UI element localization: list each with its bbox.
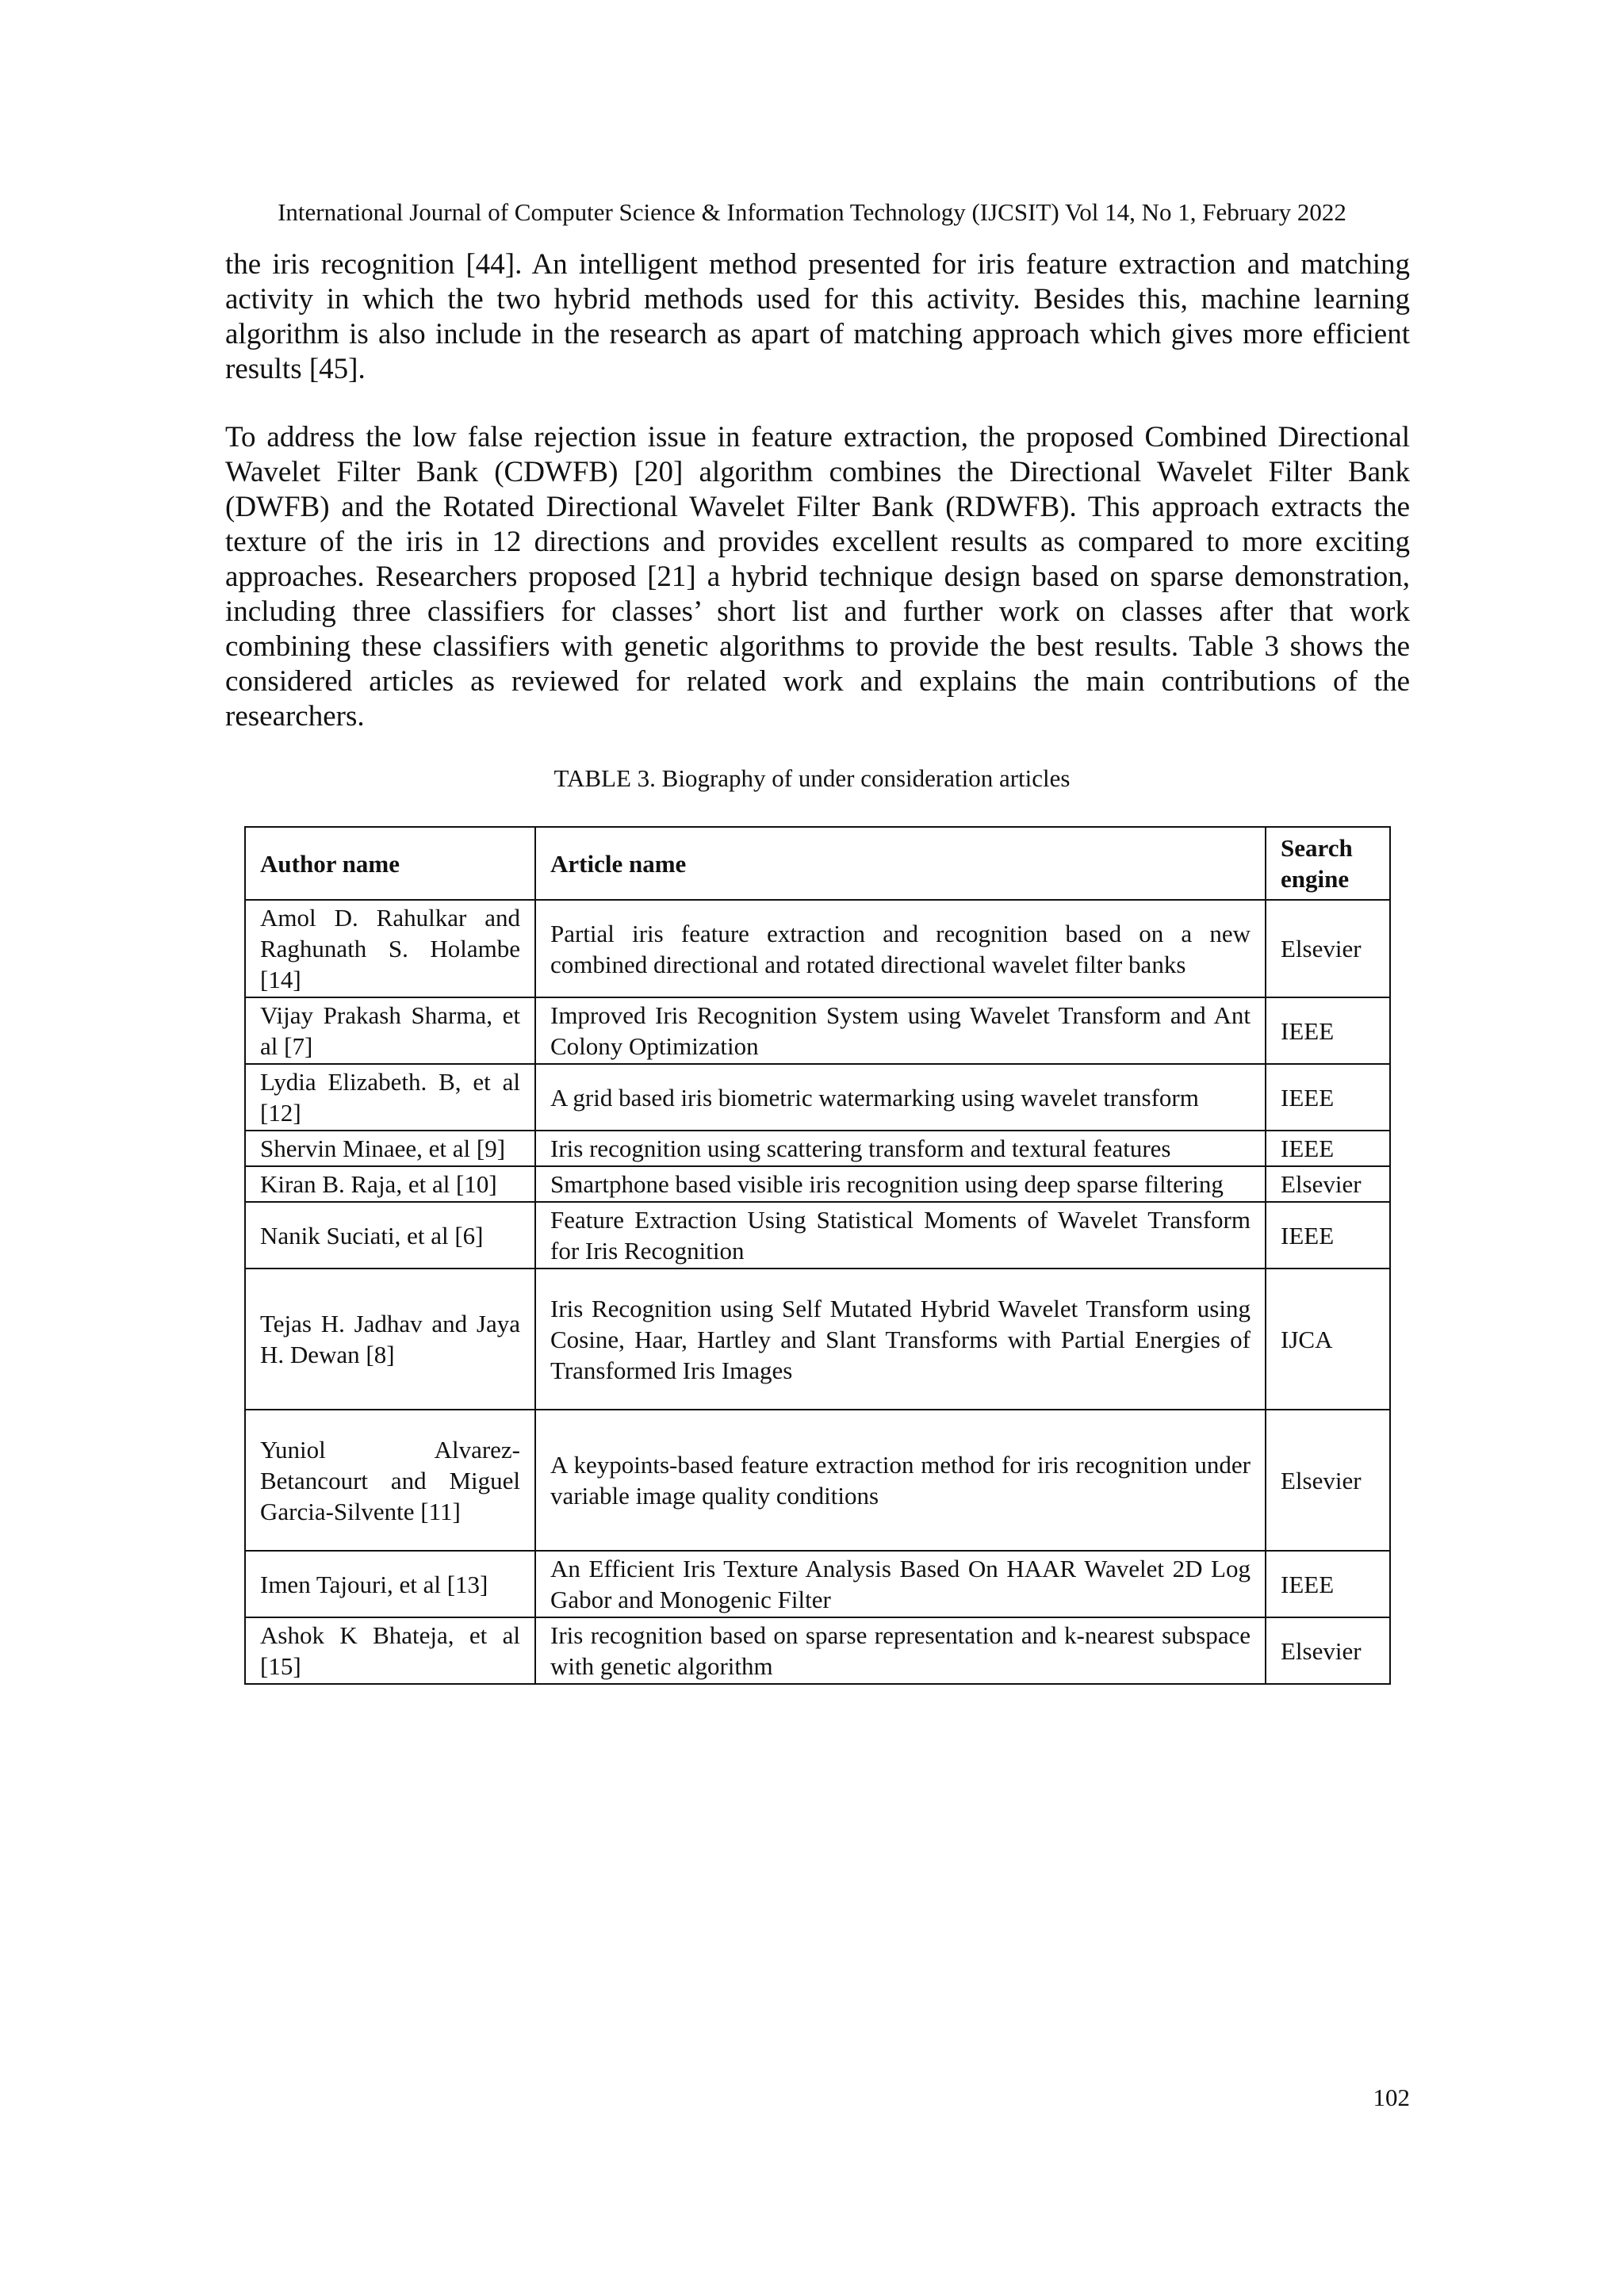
engine-cell: IEEE [1266, 1131, 1390, 1166]
author-cell: Amol D. Rahulkar and Raghunath S. Holambe [14] [245, 900, 535, 997]
engine-cell: IEEE [1266, 1551, 1390, 1617]
author-cell: Kiran B. Raja, et al [10] [245, 1166, 535, 1202]
table-row [245, 997, 1390, 1064]
table-header-row [245, 827, 1390, 900]
author-cell: Yuniol Alvarez-Betancourt and Miguel Garcia-Silvente [11] [245, 1410, 535, 1551]
author-cell: Tejas H. Jadhav and Jaya H. Dewan [8] [245, 1269, 535, 1410]
table-row [245, 1202, 1390, 1269]
author-cell: Shervin Minaee, et al [9] [245, 1131, 535, 1166]
engine-cell: Elsevier [1266, 1617, 1390, 1684]
author-cell: Ashok K Bhateja, et al [15] [245, 1617, 535, 1684]
engine-cell: IEEE [1266, 1202, 1390, 1269]
page-number: 102 [1373, 2084, 1410, 2111]
table-row [245, 1131, 1390, 1166]
article-cell: An Efficient Iris Texture Analysis Based On HAAR Wavelet 2D Log Gabor and Monogenic Filter [535, 1551, 1266, 1617]
engine-cell: IEEE [1266, 1064, 1390, 1131]
header-article-name: Article name [535, 827, 1266, 900]
table-row [245, 1617, 1390, 1684]
table-row [245, 1064, 1390, 1131]
article-cell: Iris recognition using scattering transform and textural features [535, 1131, 1266, 1166]
table-row [245, 1269, 1390, 1410]
engine-cell: Elsevier [1266, 900, 1390, 997]
body-paragraph-1: the iris recognition [44]. An intelligent method presented for iris feature extraction and matching activity in which the two hybrid methods used for this activity. Besides this, machine learning algorithm is also include in the research as apart of matching approach which gives more efficient results [45]. [225, 248, 1410, 385]
table-row [245, 1410, 1390, 1551]
table-row [245, 1166, 1390, 1202]
engine-cell: Elsevier [1266, 1166, 1390, 1202]
articles-table [244, 826, 1391, 1685]
author-cell: Nanik Suciati, et al [6] [245, 1202, 535, 1269]
table-row [245, 900, 1390, 997]
table-row [245, 1551, 1390, 1617]
author-cell: Vijay Prakash Sharma, et al [7] [245, 997, 535, 1064]
article-cell: Partial iris feature extraction and recognition based on a new combined directional and rotated directional wavelet filter banks [535, 900, 1266, 997]
engine-cell: Elsevier [1266, 1410, 1390, 1551]
engine-cell: IJCA [1266, 1269, 1390, 1410]
author-cell: Imen Tajouri, et al [13] [245, 1551, 535, 1617]
body-paragraph-2: To address the low false rejection issue in feature extraction, the proposed Combined Directional Wavelet Filter Bank (CDWFB) [20] algorithm combines the Directional Wavelet Filter Bank (DWFB) and the Rotated Directional Wavelet Filter Bank (RDWFB). This approach extracts the texture of the iris in 12 directions and provides excellent results as compared to more exciting approaches. Researchers proposed [21] a hybrid technique design based on sparse demonstration, including three classifiers for classes’ short list and further work on classes after that work combining these classifiers with genetic algorithms to provide the best results. Table 3 shows the considered articles as reviewed for related work and explains the main contributions of the researchers. [225, 421, 1410, 733]
article-cell: Feature Extraction Using Statistical Moments of Wavelet Transform for Iris Recognition [535, 1202, 1266, 1269]
engine-cell: IEEE [1266, 997, 1390, 1064]
article-cell: Iris recognition based on sparse representation and k-nearest subspace with genetic algorithm [535, 1617, 1266, 1684]
article-cell: Improved Iris Recognition System using Wavelet Transform and Ant Colony Optimization [535, 997, 1266, 1064]
article-cell: Iris Recognition using Self Mutated Hybrid Wavelet Transform using Cosine, Haar, Hartley and Slant Transforms with Partial Energies of Transformed Iris Images [535, 1269, 1266, 1410]
article-cell: A keypoints-based feature extraction method for iris recognition under variable image quality conditions [535, 1410, 1266, 1551]
running-header: International Journal of Computer Science & Information Technology (IJCSIT) Vol 14, No 1, February 2022 [278, 198, 1346, 226]
article-cell: Smartphone based visible iris recognition using deep sparse filtering [535, 1166, 1266, 1202]
header-search-engine: Search engine [1266, 827, 1390, 900]
author-cell: Lydia Elizabeth. B, et al [12] [245, 1064, 535, 1131]
header-author-name: Author name [245, 827, 535, 900]
article-cell: A grid based iris biometric watermarking using wavelet transform [535, 1064, 1266, 1131]
table-caption: TABLE 3. Biography of under consideration articles [553, 764, 1071, 792]
